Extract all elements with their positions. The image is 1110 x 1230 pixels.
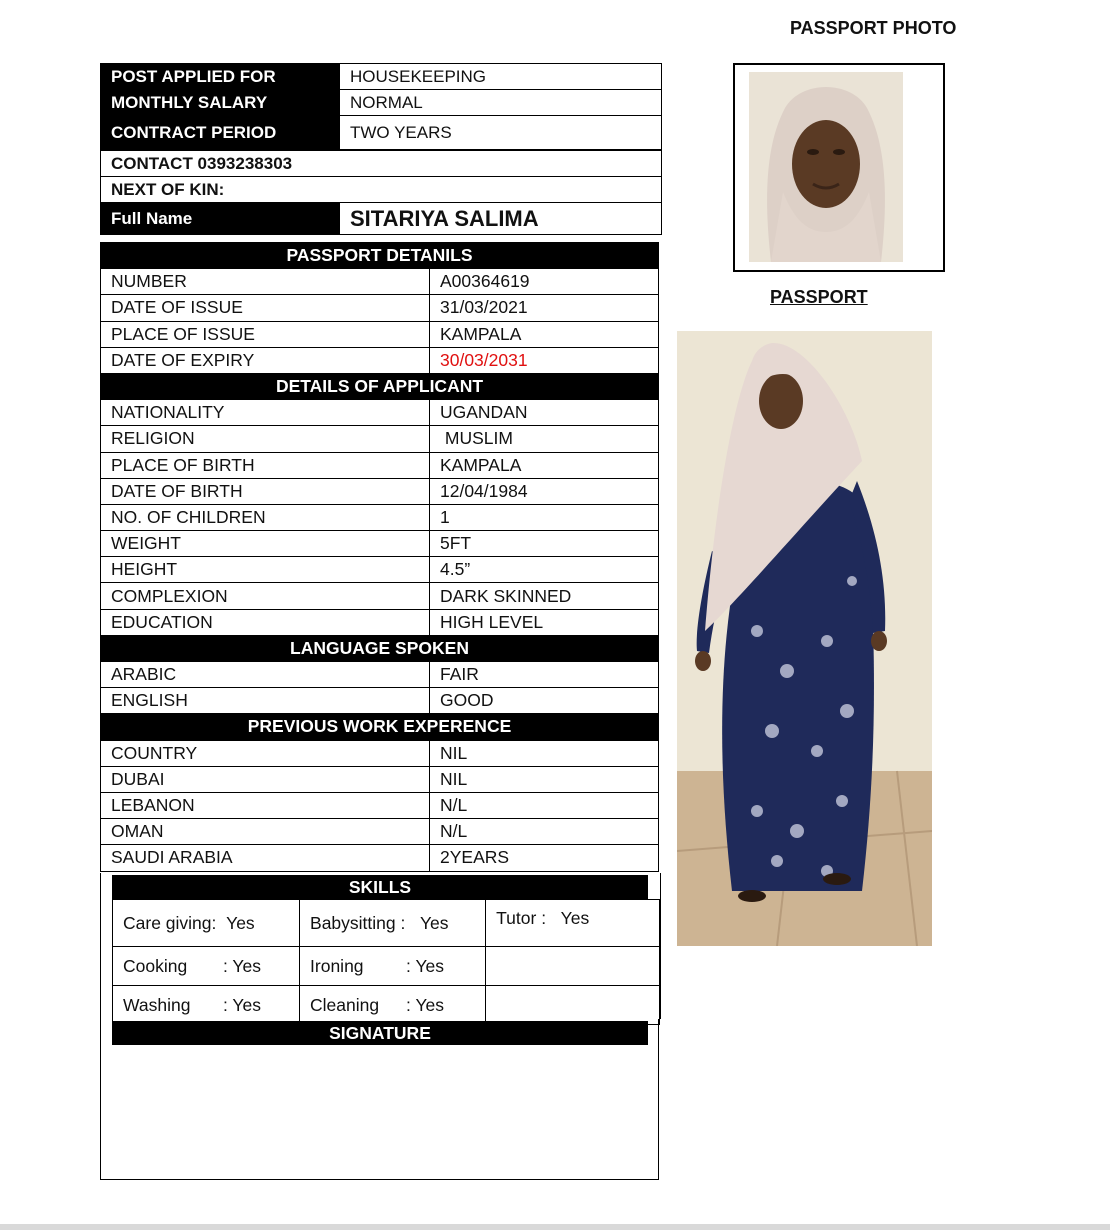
skill-name: Washing [123, 994, 191, 1015]
row-value: DARK SKINNED [430, 583, 659, 609]
skill-cell [300, 900, 486, 947]
skills-section [100, 873, 661, 1019]
experience-section-title: PREVIOUS WORK EXPERENCE [101, 714, 659, 740]
passport-photo [749, 72, 903, 262]
experience-row [101, 819, 659, 845]
row-label: EDUCATION [101, 609, 430, 635]
row-label: ENGLISH [101, 688, 430, 714]
language-row [101, 662, 659, 688]
skill-name: Cleaning [310, 994, 380, 1015]
skills-row [113, 947, 660, 986]
row-value: KAMPALA [430, 452, 659, 478]
section-header-languages [101, 635, 659, 661]
full-body-photo [677, 331, 932, 946]
experience-row [101, 845, 659, 871]
row-label: PLACE OF BIRTH [101, 452, 430, 478]
full-body-photo-title: PASSPORT [770, 287, 868, 307]
skills-row [113, 900, 660, 947]
row-value: 12/04/1984 [430, 478, 659, 504]
row-label: DATE OF EXPIRY [101, 347, 430, 373]
applicant-row [101, 400, 659, 426]
row-label: NO. OF CHILDREN [101, 504, 430, 530]
language-row [101, 688, 659, 714]
row-label: OMAN [101, 819, 430, 845]
row-label: ARABIC [101, 662, 430, 688]
skill-value: : Yes [406, 994, 444, 1015]
expiry-date-value: 30/03/2031 [430, 347, 659, 373]
passport-photo-frame [733, 63, 945, 272]
row-value: UGANDAN [430, 400, 659, 426]
skill-name: Cooking [123, 955, 188, 976]
signature-section-title: SIGNATURE [112, 1021, 648, 1045]
experience-row [101, 792, 659, 818]
row-value: N/L [430, 819, 659, 845]
row-label: RELIGION [101, 426, 430, 452]
skill-name: Care giving: [123, 912, 217, 933]
next-of-kin-text: NEXT OF KIN: [101, 177, 662, 203]
salary-value: NORMAL [340, 90, 662, 116]
row-value: FAIR [430, 662, 659, 688]
row-value: MUSLIM [430, 426, 659, 452]
applicant-row [101, 478, 659, 504]
passport-row [101, 321, 659, 347]
row-value: 5FT [430, 531, 659, 557]
experience-row [101, 740, 659, 766]
row-value: NIL [430, 740, 659, 766]
row-label: LEBANON [101, 792, 430, 818]
full-name-row [101, 203, 662, 235]
row-label: DATE OF ISSUE [101, 295, 430, 321]
post-label: POST APPLIED FOR [101, 64, 340, 90]
skill-value: Yes [419, 912, 449, 933]
row-label: PLACE OF ISSUE [101, 321, 430, 347]
skill-name: Tutor : [496, 908, 547, 928]
applicant-row [101, 531, 659, 557]
next-of-kin-row [101, 177, 662, 203]
full-name-value: SITARIYA SALIMA [340, 203, 662, 235]
skill-name: Babysitting : [310, 912, 406, 933]
contact-text: CONTACT 0393238303 [101, 150, 662, 177]
page-bottom-bar [0, 1224, 1110, 1230]
applicant-row [101, 426, 659, 452]
skill-name: Ironing [310, 955, 364, 976]
applicant-row [101, 583, 659, 609]
post-value: HOUSEKEEPING [340, 64, 662, 90]
row-value: GOOD [430, 688, 659, 714]
application-header-table [100, 63, 662, 235]
skill-value: Yes [560, 908, 590, 928]
row-value: 2YEARS [430, 845, 659, 871]
passport-row [101, 295, 659, 321]
salary-label: MONTHLY SALARY [101, 90, 340, 116]
details-table [100, 242, 659, 872]
applicant-row [101, 609, 659, 635]
row-label: COMPLEXION [101, 583, 430, 609]
languages-section-title: LANGUAGE SPOKEN [101, 635, 659, 661]
row-label: HEIGHT [101, 557, 430, 583]
skills-section-title: SKILLS [112, 875, 648, 899]
skill-cell [486, 900, 660, 947]
row-label: SAUDI ARABIA [101, 845, 430, 871]
section-header-passport [101, 243, 659, 269]
row-label: COUNTRY [101, 740, 430, 766]
contract-label: CONTRACT PERIOD [101, 116, 340, 151]
row-label: WEIGHT [101, 531, 430, 557]
passport-section-title: PASSPORT DETANILS [101, 243, 659, 269]
signature-section [100, 1019, 659, 1180]
row-value: NIL [430, 766, 659, 792]
passport-photo-title: PASSPORT PHOTO [790, 18, 957, 38]
skill-value: : Yes [223, 994, 261, 1015]
row-value: N/L [430, 792, 659, 818]
contact-row [101, 150, 662, 177]
skill-cell [113, 900, 300, 947]
skill-value: : Yes [223, 955, 261, 976]
salary-row [101, 90, 662, 116]
row-label: NUMBER [101, 269, 430, 295]
row-value: KAMPALA [430, 321, 659, 347]
row-value: 4.5” [430, 557, 659, 583]
section-header-experience [101, 714, 659, 740]
applicant-section-title: DETAILS OF APPLICANT [101, 373, 659, 399]
post-row [101, 64, 662, 90]
contract-row [101, 116, 662, 151]
skills-grid [112, 899, 660, 1025]
applicant-row [101, 504, 659, 530]
row-value: 1 [430, 504, 659, 530]
skill-cell-empty [486, 947, 660, 986]
applicant-row [101, 557, 659, 583]
full-name-label: Full Name [101, 203, 340, 235]
passport-row [101, 347, 659, 373]
row-label: DATE OF BIRTH [101, 478, 430, 504]
experience-row [101, 766, 659, 792]
row-value: 31/03/2021 [430, 295, 659, 321]
row-label: NATIONALITY [101, 400, 430, 426]
skill-cell [300, 947, 486, 986]
applicant-row [101, 452, 659, 478]
passport-row [101, 269, 659, 295]
row-value: HIGH LEVEL [430, 609, 659, 635]
row-label: DUBAI [101, 766, 430, 792]
section-header-applicant [101, 373, 659, 399]
skill-cell [113, 947, 300, 986]
contract-value: TWO YEARS [340, 116, 662, 151]
row-value: A00364619 [430, 269, 659, 295]
skill-value: Yes [226, 912, 255, 933]
skill-value: : Yes [406, 955, 444, 976]
